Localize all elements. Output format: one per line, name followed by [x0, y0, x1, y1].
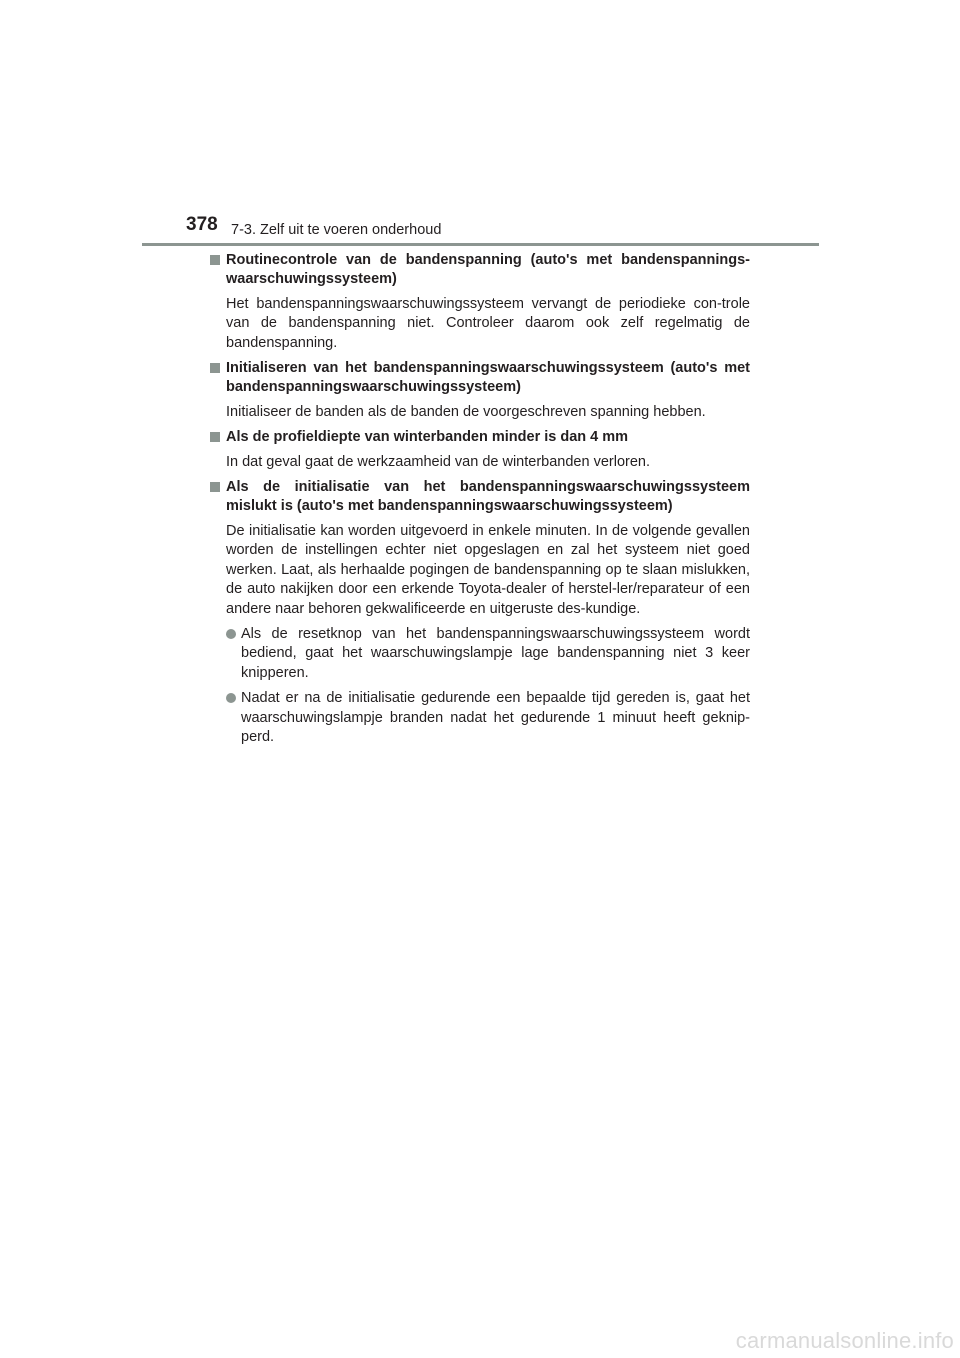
entry-routine-check	[210, 251, 750, 353]
list-item	[226, 625, 750, 683]
entry-heading	[210, 478, 750, 517]
watermark: carmanualsonline.info	[735, 1328, 954, 1353]
list-item-text: Nadat er na de initialisatie gedurende een bepaalde tijd gereden is, gaat het waarschuwingslampje branden nadat het gedurende 1 minuut heeft geknip-perd.	[241, 690, 750, 745]
circle-bullet-icon	[226, 693, 236, 703]
list-item	[226, 689, 750, 747]
square-bullet-icon	[210, 255, 220, 265]
entry-body: Initialiseer de banden als de banden de voorgeschreven spanning hebben.	[226, 403, 706, 420]
entry-initialize	[210, 359, 750, 422]
entry-title: Als de initialisatie van het bandenspanningswaarschuwingssysteem mislukt is (auto's met bandenspanningswaarschuwingssysteem)	[226, 479, 750, 515]
entry-heading	[210, 251, 750, 290]
entry-title: Routinecontrole van de bandenspanning (auto's met bandenspannings-waarschuwingssysteem)	[226, 252, 750, 288]
list-item-text: Als de resetknop van het bandenspanningswaarschuwingssysteem wordt bediend, gaat het waarschuwingslampje lage bandenspanning niet 3 keer knipperen.	[241, 625, 750, 681]
entry-initialization-failed	[210, 478, 750, 747]
section-title: 7-3. Zelf uit te voeren onderhoud	[231, 222, 442, 238]
entry-body: Het bandenspanningswaarschuwingssysteem vervangt de periodieke con-trole van de bandenspanning niet. Controleer daarom ook zelf regelmatig de bandenspanning.	[226, 295, 750, 351]
circle-bullet-icon	[226, 629, 236, 639]
square-bullet-icon	[210, 363, 220, 373]
square-bullet-icon	[210, 482, 220, 492]
entry-title: Als de profieldiepte van winterbanden minder is dan 4 mm	[226, 429, 629, 446]
square-bullet-icon	[210, 432, 220, 442]
entry-title: Initialiseren van het bandenspanningswaarschuwingssysteem (auto's met bandenspanningswaarschuwingssysteem)	[226, 360, 750, 396]
entry-winter-tyres	[210, 428, 750, 472]
entry-heading	[210, 428, 750, 447]
header-divider	[142, 243, 819, 246]
entry-body: In dat geval gaat de werkzaamheid van de winterbanden verloren.	[226, 453, 650, 470]
page-number: 378	[186, 214, 218, 235]
main-content	[210, 251, 750, 753]
entry-body: De initialisatie kan worden uitgevoerd in enkele minuten. In de volgende gevallen worden de instellingen echter niet opgeslagen en zal het systeem niet goed werken. Laat, als herhaalde pogingen de bandenspanning op te slaan mislukken, de auto nakijken door een erkende Toyota-dealer of herstel-ler/reparateur of een andere naar behoren gekwalificeerde en uitgeruste des-kundige.	[226, 522, 750, 617]
entry-heading	[210, 359, 750, 398]
